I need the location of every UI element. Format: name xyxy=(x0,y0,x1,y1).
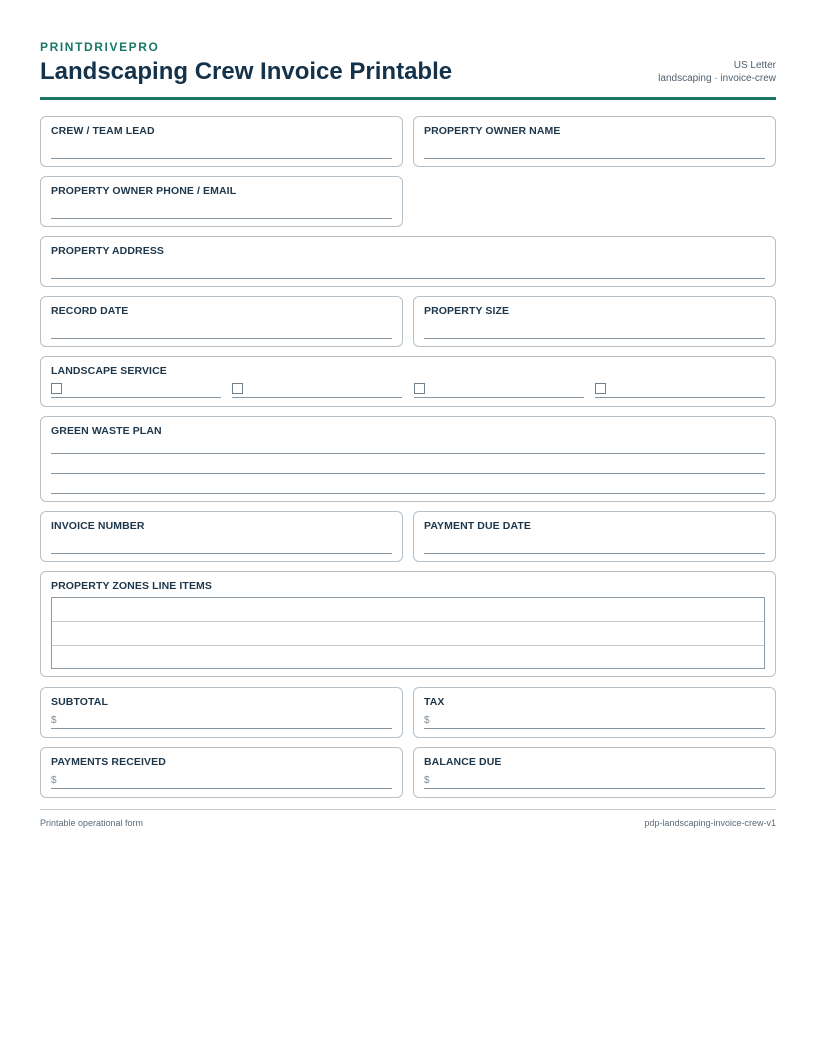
property-size-field[interactable] xyxy=(413,296,776,347)
paper-size: US Letter xyxy=(733,60,776,71)
record-date-input-line[interactable] xyxy=(51,338,392,339)
green-waste-line-3[interactable] xyxy=(51,493,765,494)
service-option-2-line[interactable] xyxy=(232,397,402,398)
payment-due-date-label: PAYMENT DUE DATE xyxy=(424,520,531,532)
checkbox-4[interactable] xyxy=(595,383,606,394)
page-title: Landscaping Crew Invoice Printable xyxy=(40,58,453,85)
owner-contact-label: PROPERTY OWNER PHONE / EMAIL xyxy=(51,185,237,197)
service-option-3[interactable] xyxy=(414,382,584,398)
payments-received-field[interactable] xyxy=(40,747,403,798)
currency-symbol: $ xyxy=(424,715,430,726)
record-date-field[interactable] xyxy=(40,296,403,347)
property-size-input-line[interactable] xyxy=(424,338,765,339)
landscape-service-field xyxy=(40,356,776,407)
service-option-3-line[interactable] xyxy=(414,397,584,398)
line-items-label: PROPERTY ZONES LINE ITEMS xyxy=(51,580,212,592)
currency-symbol: $ xyxy=(424,775,430,786)
document-meta xyxy=(658,59,776,85)
landscape-service-label: LANDSCAPE SERVICE xyxy=(51,365,167,377)
crew-lead-input-line[interactable] xyxy=(51,158,392,159)
invoice-number-input-line[interactable] xyxy=(51,553,392,554)
service-option-4-line[interactable] xyxy=(595,397,765,398)
service-option-1[interactable] xyxy=(51,382,221,398)
tax-input-line[interactable] xyxy=(424,728,765,729)
form-id: pdp-landscaping-invoice-crew-v1 xyxy=(644,818,776,828)
green-waste-line-1[interactable] xyxy=(51,453,765,454)
property-address-input-line[interactable] xyxy=(51,278,765,279)
payment-due-date-field[interactable] xyxy=(413,511,776,562)
payments-received-input-line[interactable] xyxy=(51,788,392,789)
balance-due-label: BALANCE DUE xyxy=(424,756,502,768)
line-items-field xyxy=(40,571,776,677)
brand-name: PRINTDRIVEPRO xyxy=(40,40,160,54)
owner-name-field[interactable] xyxy=(413,116,776,167)
document-tags: landscaping · invoice-crew xyxy=(658,73,776,84)
property-address-field[interactable] xyxy=(40,236,776,287)
table-row-divider xyxy=(52,645,764,646)
subtotal-input-line[interactable] xyxy=(51,728,392,729)
green-waste-plan-label: GREEN WASTE PLAN xyxy=(51,425,162,437)
property-address-label: PROPERTY ADDRESS xyxy=(51,245,165,257)
property-size-label: PROPERTY SIZE xyxy=(424,305,510,317)
tax-label: TAX xyxy=(424,696,445,708)
payment-due-date-input-line[interactable] xyxy=(424,553,765,554)
currency-symbol: $ xyxy=(51,715,57,726)
owner-name-input-line[interactable] xyxy=(424,158,765,159)
tax-field[interactable] xyxy=(413,687,776,738)
checkbox-2[interactable] xyxy=(232,383,243,394)
footer-rule xyxy=(40,809,776,810)
green-waste-plan-field[interactable] xyxy=(40,416,776,502)
currency-symbol: $ xyxy=(51,775,57,786)
balance-due-field[interactable] xyxy=(413,747,776,798)
checkbox-3[interactable] xyxy=(414,383,425,394)
crew-lead-field[interactable] xyxy=(40,116,403,167)
invoice-number-field[interactable] xyxy=(40,511,403,562)
line-items-table xyxy=(51,597,765,669)
owner-name-label: PROPERTY OWNER NAME xyxy=(424,125,561,137)
green-waste-line-2[interactable] xyxy=(51,473,765,474)
checkbox-1[interactable] xyxy=(51,383,62,394)
service-option-1-line[interactable] xyxy=(51,397,221,398)
owner-contact-input-line[interactable] xyxy=(51,218,392,219)
header-rule xyxy=(40,97,776,100)
balance-due-input-line[interactable] xyxy=(424,788,765,789)
footer-note: Printable operational form xyxy=(40,818,144,828)
service-option-4[interactable] xyxy=(595,382,765,398)
table-row-divider xyxy=(52,621,764,622)
crew-lead-label: CREW / TEAM LEAD xyxy=(51,125,155,137)
subtotal-field[interactable] xyxy=(40,687,403,738)
payments-received-label: PAYMENTS RECEIVED xyxy=(51,756,166,768)
record-date-label: RECORD DATE xyxy=(51,305,129,317)
subtotal-label: SUBTOTAL xyxy=(51,696,108,708)
service-option-2[interactable] xyxy=(232,382,402,398)
owner-contact-field[interactable] xyxy=(40,176,403,227)
invoice-number-label: INVOICE NUMBER xyxy=(51,520,145,532)
